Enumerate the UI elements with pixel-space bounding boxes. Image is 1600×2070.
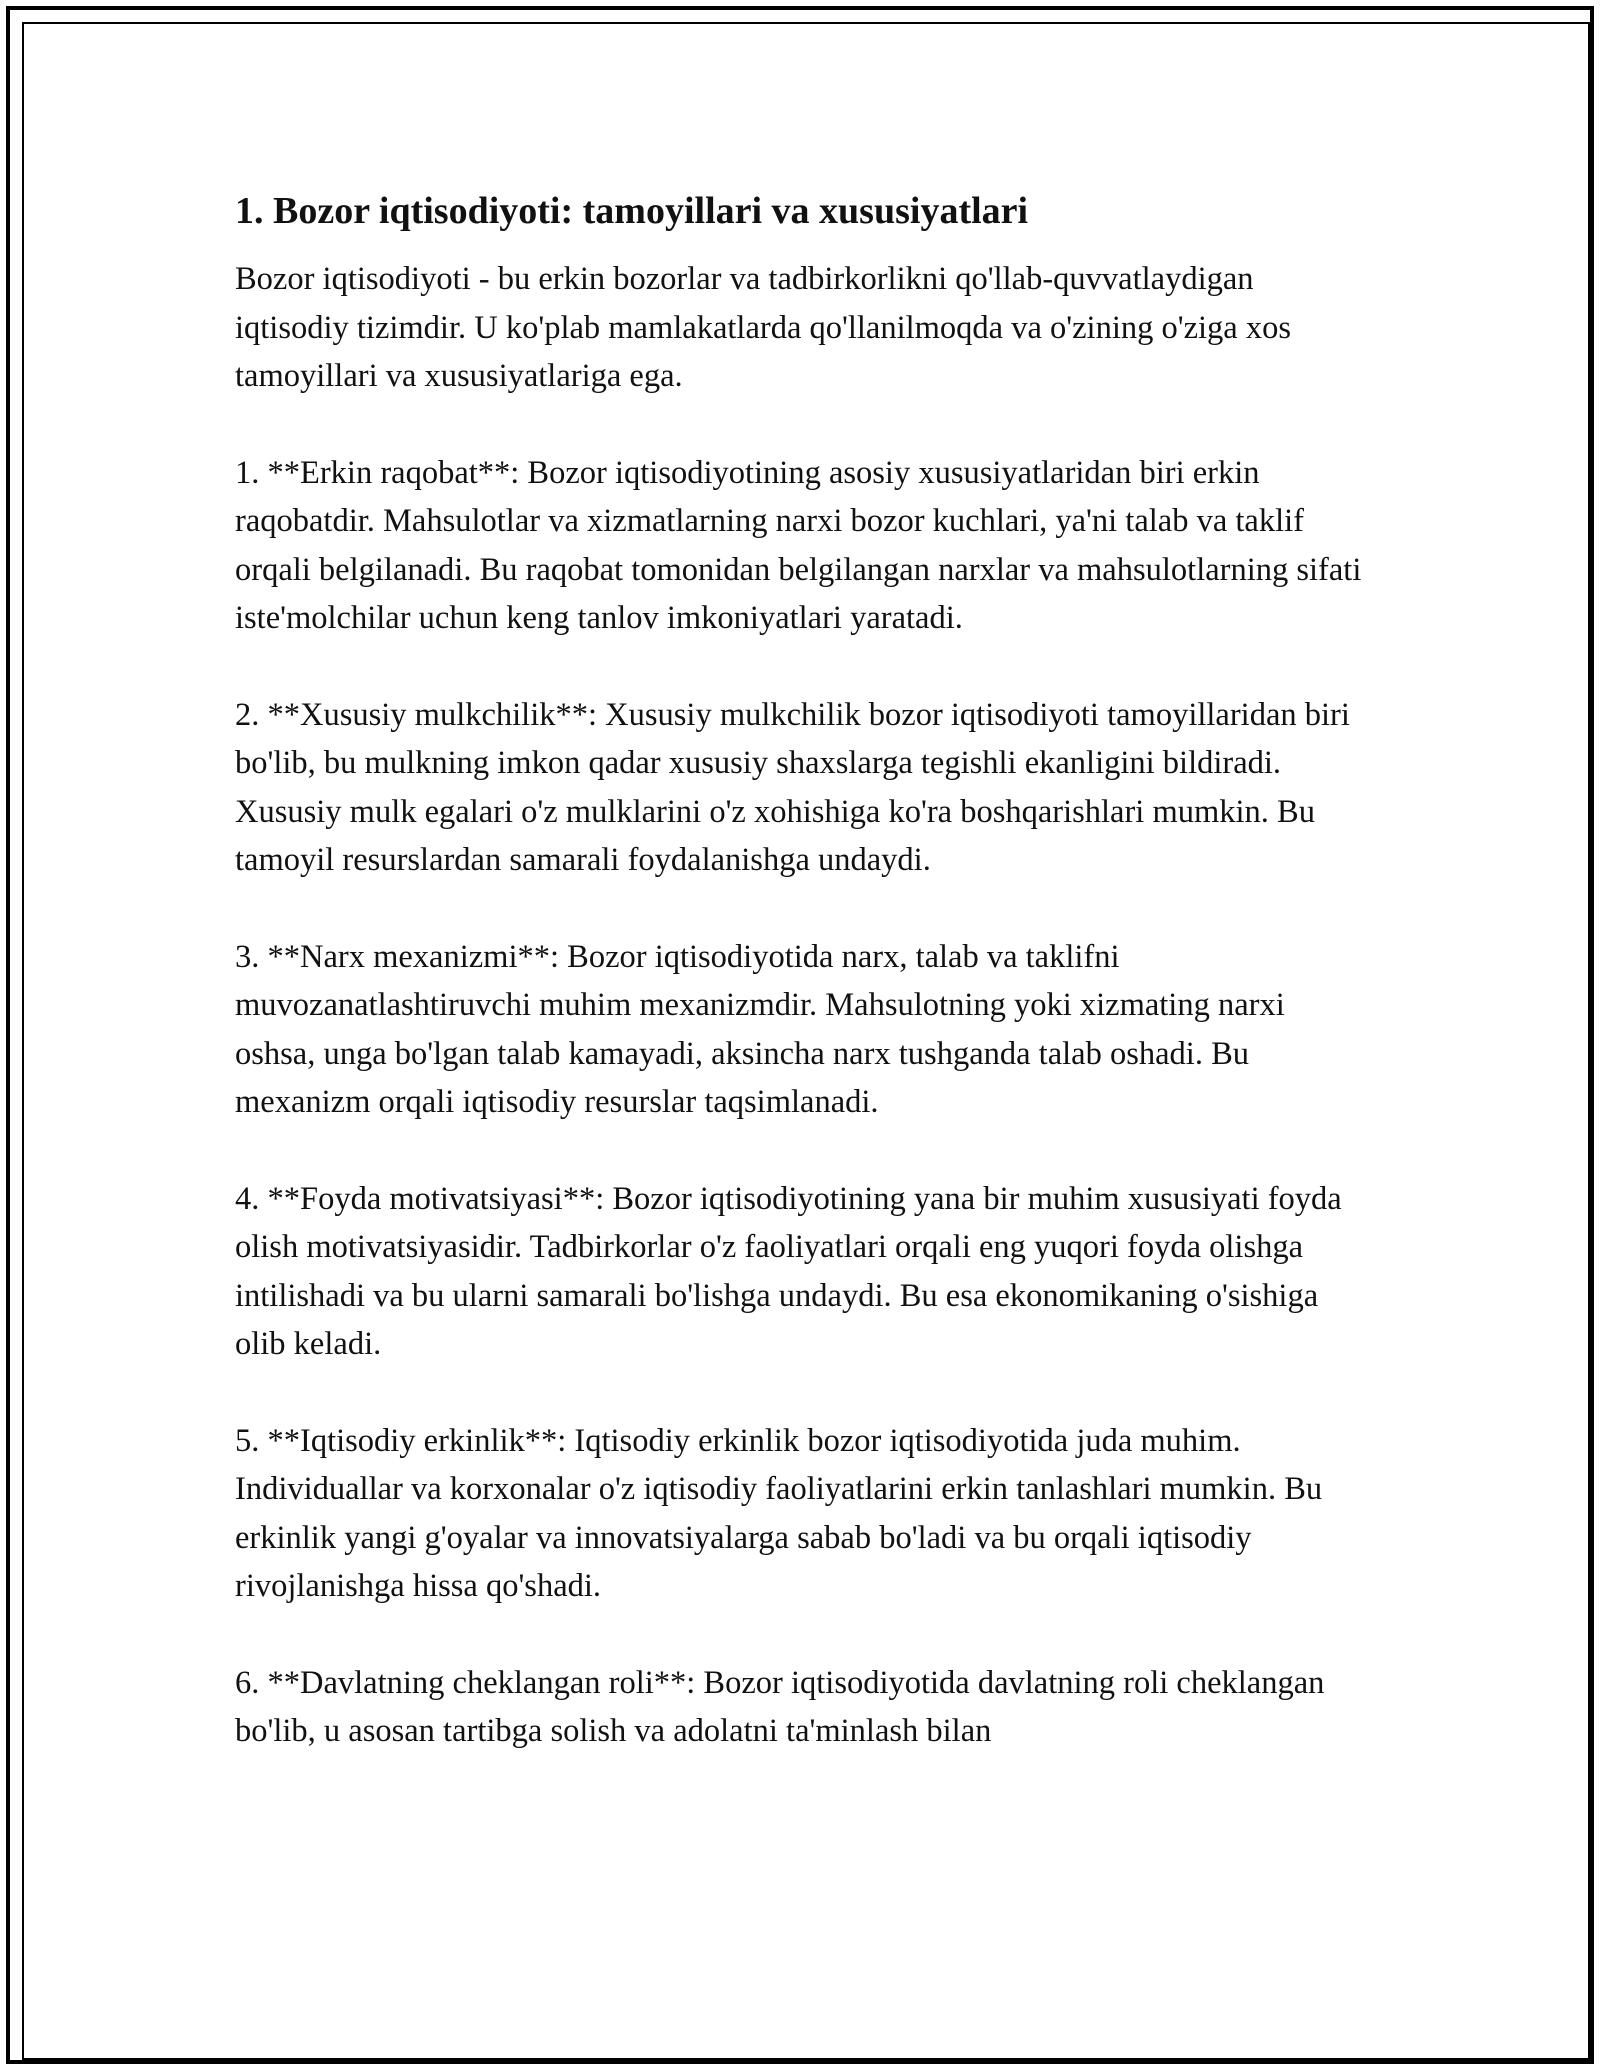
document-title: 1. Bozor iqtisodiyoti: tamoyillari va xususiyatlari <box>235 190 1029 232</box>
document-body <box>235 185 1365 1804</box>
paragraph-davlat-roli: 6. **Davlatning cheklangan roli**: Bozor iqtisodiyotida davlatning roli cheklangan bo'lib, u asosan tartibga solish va adolatni ta'minlash bilan <box>235 1664 1325 1749</box>
paragraph-erkin-raqobat: 1. **Erkin raqobat**: Bozor iqtisodiyotining asosiy xususiyatlaridan biri erkin raqobatdir. Mahsulotlar va xizmatlarning narxi bozor kuchlari, ya'ni talab va taklif orqali belgilanadi. Bu raqobat tomonidan belgilangan narxlar va mahsulotlarning sifati iste'molchilar uchun keng tanlov imkoniyatlari yaratadi. <box>235 454 1362 636</box>
paragraph-xususiy-mulkchilik: 2. **Xususiy mulkchilik**: Xususiy mulkchilik bozor iqtisodiyoti tamoyillaridan biri bo'lib, bu mulkning imkon qadar xususiy shaxslarga tegishli ekanligini bildiradi. Xususiy mulk egalari o'z mulklarini o'z xohishiga ko'ra boshqarishlari mumkin. Bu tamoyil resurslardan samarali foydalanishga undaydi. <box>235 696 1350 878</box>
paragraph-foyda-motivatsiyasi: 4. **Foyda motivatsiyasi**: Bozor iqtisodiyotining yana bir muhim xususiyati foyda olish motivatsiyasidir. Tadbirkorlar o'z faoliyatlari orqali eng yuqori foyda olishga intilishadi va bu ularni samarali bo'lishga undaydi. Bu esa ekonomikaning o'sishiga olib keladi. <box>235 1180 1342 1362</box>
intro-paragraph: Bozor iqtisodiyoti - bu erkin bozorlar va tadbirkorlikni qo'llab-quvvatlaydigan iqtisodiy tizimdir. U ko'plab mamlakatlarda qo'llanilmoqda va o'zining o'ziga xos tamoyillari va xususiyatlariga ega. <box>235 261 1291 394</box>
paragraph-narx-mexanizmi: 3. **Narx mexanizmi**: Bozor iqtisodiyotida narx, talab va taklifni muvozanatlashtiruvchi muhim mexanizmdir. Mahsulotning yoki xizmating narxi oshsa, unga bo'lgan talab kamayadi, aksincha narx tushganda talab oshadi. Bu mexanizm orqali iqtisodiy resurslar taqsimlanadi. <box>235 938 1285 1120</box>
paragraph-iqtisodiy-erkinlik: 5. **Iqtisodiy erkinlik**: Iqtisodiy erkinlik bozor iqtisodiyotida juda muhim. Individuallar va korxonalar o'z iqtisodiy faoliyatlarini erkin tanlashlari mumkin. Bu erkinlik yangi g'oyalar va innovatsiyalarga sabab bo'ladi va bu orqali iqtisodiy rivojlanishga hissa qo'shadi. <box>235 1422 1323 1604</box>
